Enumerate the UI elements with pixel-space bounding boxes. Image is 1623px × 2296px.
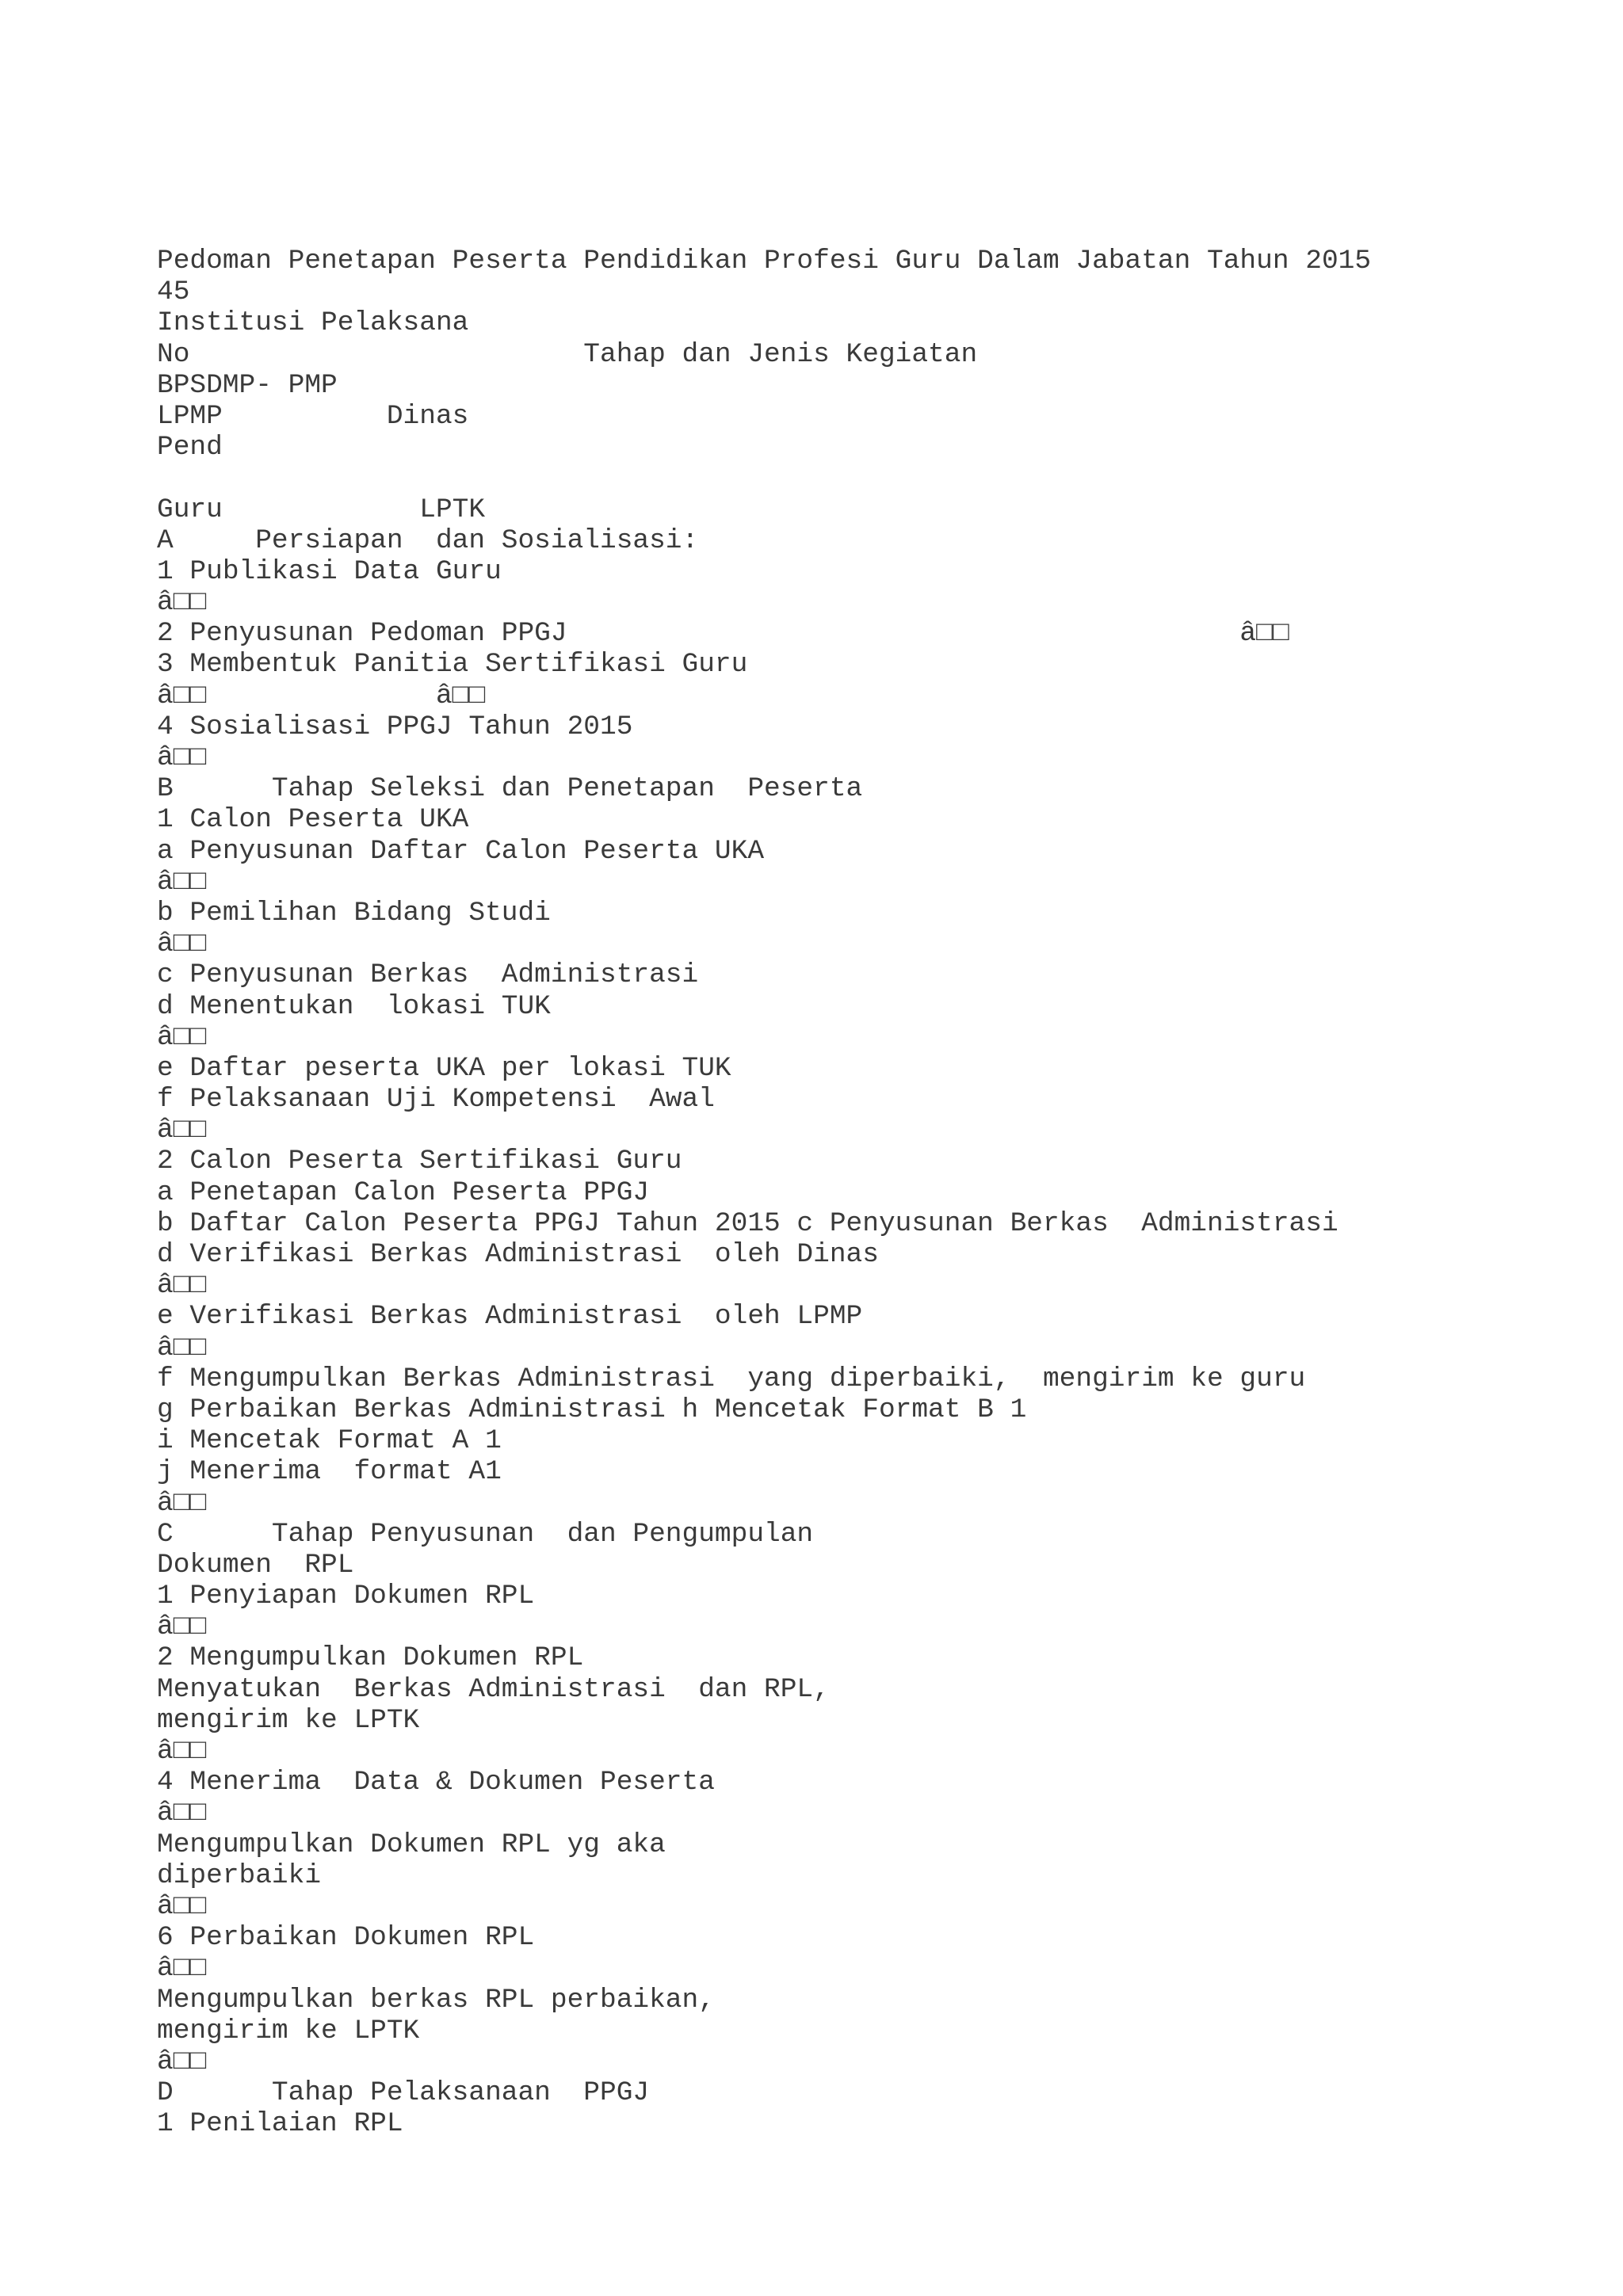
text-line: g Perbaikan Berkas Administrasi h Mencetak Format B 1 — [157, 1394, 1027, 1425]
text-line: 45 — [157, 277, 190, 308]
text-line: b Pemilihan Bidang Studi — [157, 897, 551, 929]
text-line: Menyatukan Berkas Administrasi dan RPL, — [157, 1673, 830, 1705]
text-line: a Penetapan Calon Peserta PPGJ — [157, 1177, 650, 1208]
text-line: â□□ — [157, 1332, 207, 1363]
text-line: â□□ — [157, 587, 207, 619]
text-line: â□□ — [157, 1270, 207, 1302]
text-line: C Tahap Penyusunan dan Pengumpulan — [157, 1518, 814, 1550]
text-line: â□□ â□□ — [157, 680, 486, 711]
text-line: mengirim ke LPTK — [157, 2015, 420, 2046]
text-line: â□□ — [157, 1953, 207, 1985]
text-line: LPMP Dinas — [157, 400, 469, 432]
text-line: Guru LPTK — [157, 494, 486, 525]
text-line: Pedoman Penetapan Peserta Pendidikan Profesi Guru Dalam Jabatan Tahun 2015 — [157, 246, 1372, 277]
text-line: d Menentukan lokasi TUK — [157, 990, 551, 1022]
text-line: 2 Mengumpulkan Dokumen RPL — [157, 1642, 584, 1674]
text-line: â□□ — [157, 1115, 207, 1146]
text-line: 6 Perbaikan Dokumen RPL — [157, 1922, 535, 1954]
text-line: b Daftar Calon Peserta PPGJ Tahun 2015 c Penyusunan Berkas Administrasi — [157, 1207, 1338, 1239]
text-line: f Mengumpulkan Berkas Administrasi yang diperbaiki, mengirim ke guru — [157, 1363, 1306, 1394]
text-line: â□□ — [157, 1736, 207, 1767]
text-line: BPSDMP- PMP — [157, 369, 338, 401]
text-line: Dokumen RPL — [157, 1549, 354, 1581]
text-line: â□□ — [157, 1487, 207, 1519]
text-line: diperbaiki — [157, 1859, 322, 1891]
text-line: 3 Membentuk Panitia Sertifikasi Guru — [157, 649, 748, 681]
text-line: â□□ — [157, 742, 207, 773]
text-line: B Tahap Seleksi dan Penetapan Peserta — [157, 773, 863, 805]
text-line: Pend — [157, 432, 223, 463]
text-line: â□□ — [157, 1611, 207, 1643]
text-line: 1 Calon Peserta UKA — [157, 804, 469, 836]
text-line: i Mencetak Format A 1 — [157, 1425, 502, 1457]
text-line: 4 Sosialisasi PPGJ Tahun 2015 — [157, 711, 633, 742]
text-line: A Persiapan dan Sosialisasi: — [157, 524, 699, 556]
text-line: â□□ — [157, 1798, 207, 1829]
text-line: â□□ — [157, 929, 207, 960]
text-line: c Penyusunan Berkas Administrasi — [157, 959, 699, 991]
text-line: a Penyusunan Daftar Calon Peserta UKA — [157, 835, 765, 867]
document-body — [157, 246, 1599, 2139]
text-line: e Daftar peserta UKA per lokasi TUK — [157, 1052, 731, 1084]
text-line: 2 Penyusunan Pedoman PPGJ â□□ — [157, 618, 1289, 650]
text-line: Mengumpulkan berkas RPL perbaikan, — [157, 1984, 715, 2016]
text-line: D Tahap Pelaksanaan PPGJ — [157, 2077, 650, 2109]
text-line: 4 Menerima Data & Dokumen Peserta — [157, 1767, 715, 1798]
text-line: mengirim ke LPTK — [157, 1704, 420, 1736]
text-line: Institusi Pelaksana — [157, 307, 469, 339]
text-line: e Verifikasi Berkas Administrasi oleh LPMP — [157, 1301, 863, 1333]
text-line: â□□ — [157, 1890, 207, 1922]
text-line: 1 Penyiapan Dokumen RPL — [157, 1581, 535, 1612]
text-line: 1 Penilaian RPL — [157, 2108, 403, 2140]
text-line: 2 Calon Peserta Sertifikasi Guru — [157, 1146, 682, 1177]
text-line: No Tahap dan Jenis Kegiatan — [157, 338, 978, 370]
text-line: j Menerima format A1 — [157, 1456, 502, 1488]
text-line: d Verifikasi Berkas Administrasi oleh Dinas — [157, 1239, 879, 1270]
text-line: â□□ — [157, 1021, 207, 1053]
text-line: f Pelaksanaan Uji Kompetensi Awal — [157, 1084, 715, 1116]
text-line: â□□ — [157, 2046, 207, 2077]
text-line — [157, 463, 1599, 494]
text-line: 1 Publikasi Data Guru — [157, 555, 502, 587]
text-line: Mengumpulkan Dokumen RPL yg aka — [157, 1829, 666, 1860]
text-line: â□□ — [157, 866, 207, 898]
